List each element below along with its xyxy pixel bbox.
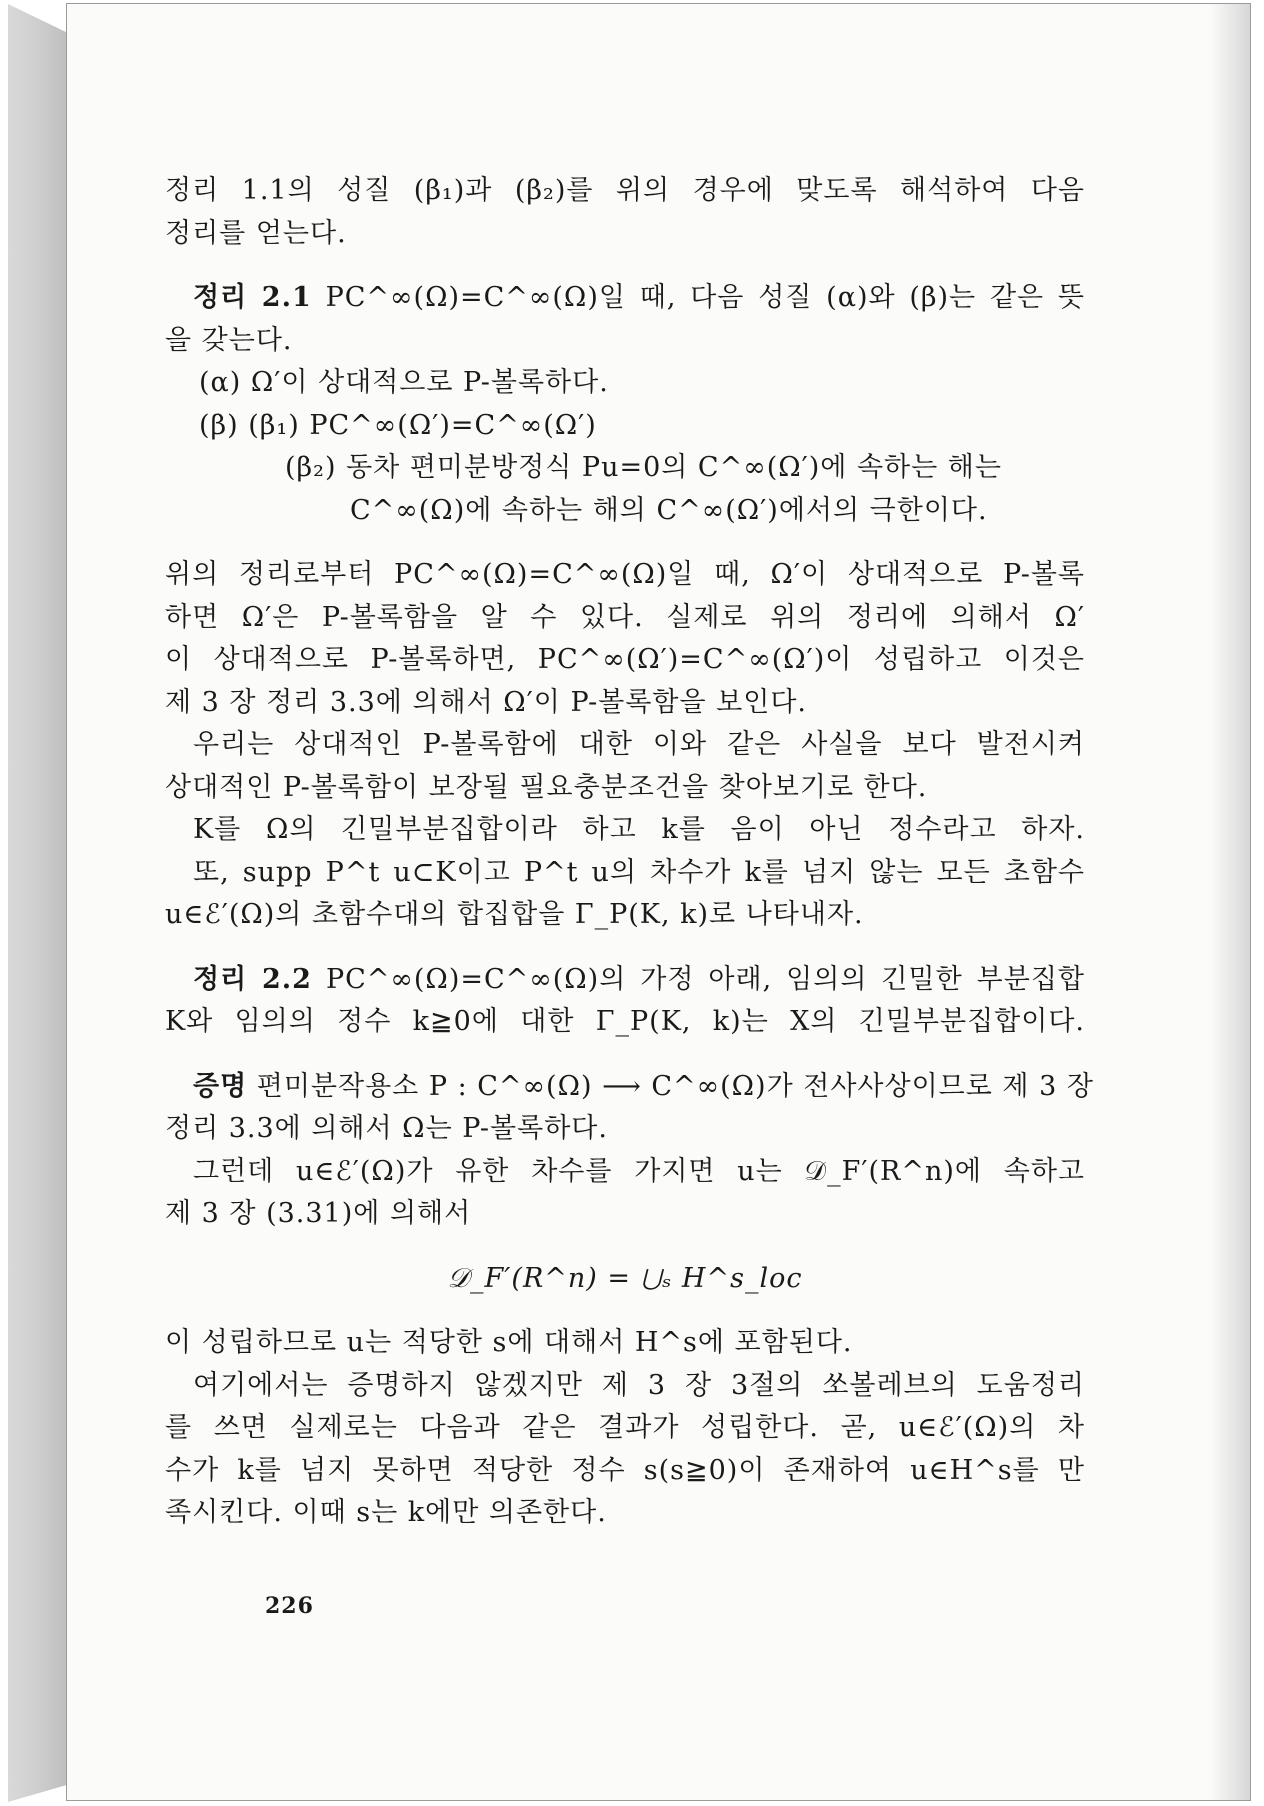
condition-beta-2: (β₂) 동차 편미분방정식 Pu=0의 C^∞(Ω′)에 속하는 해는 (285, 452, 1002, 483)
text-line: 그런데 u∈ℰ′(Ω)가 유한 차수를 가지면 u는 𝒟_F′(R^n)에 속하고 (193, 1155, 1085, 1187)
theorem-2-2-statement (165, 959, 1085, 1002)
proof-label: 증명 (193, 1070, 248, 1102)
text-line: 위의 정리로부터 PC^∞(Ω)=C^∞(Ω)일 때, Ω′이 상대적으로 P-볼록 (165, 559, 1085, 590)
text-line: PC^∞(Ω)=C^∞(Ω)의 가정 아래, 임의의 긴밀한 부분집합 (325, 963, 1085, 995)
text-line: 편미분작용소 P : C^∞(Ω) ⟶ C^∞(Ω)가 전사사상이므로 제 3 장 (256, 1070, 1094, 1102)
display-formula: 𝒟_F′(R^n) = ⋃ₛ H^s_loc (447, 1262, 803, 1294)
theorem-label: 정리 2.1 (193, 282, 312, 313)
condition-beta-1: (β) (β₁) PC^∞(Ω′)=C^∞(Ω′) (199, 409, 597, 441)
text-line: 족시킨다. 이때 s는 k에만 의존한다. (165, 1497, 607, 1528)
text-line: 우리는 상대적인 P-볼록함에 대한 이와 같은 사실을 보다 발전시켜 (193, 729, 1085, 760)
text-line: 를 쓰면 실제로는 다음과 같은 결과가 성립한다. 곧, u∈ℰ′(Ω)의 차 (165, 1412, 1085, 1443)
text-line: K를 Ω의 긴밀부분집합이라 하고 k를 음이 아닌 정수라고 하자. (193, 814, 1085, 845)
text-line: C^∞(Ω)에 속하는 해의 C^∞(Ω′)에서의 극한이다. (350, 494, 988, 526)
theorem-2-1-statement (165, 277, 1085, 320)
text-line: 정리 1.1의 성질 (β₁)과 (β₂)를 위의 경우에 맞도록 해석하여 다음 (165, 175, 1085, 206)
text-line: 정리 3.3에 의해서 Ω는 P-볼록하다. (165, 1113, 608, 1144)
text-line: 제 3 장 (3.31)에 의해서 (165, 1198, 472, 1229)
page-body (165, 170, 1094, 1535)
proof-statement (165, 1066, 1094, 1109)
text-line: 이 성립하므로 u는 적당한 s에 대해서 H^s에 포함된다. (165, 1327, 853, 1358)
page-number: 226 (265, 1593, 314, 1619)
condition-alpha: (α) Ω′이 상대적으로 P-볼록하다. (199, 367, 609, 398)
text-line: PC^∞(Ω)=C^∞(Ω)일 때, 다음 성질 (α)와 (β)는 같은 뜻 (325, 282, 1086, 313)
text-line: 수가 k를 넘지 못하면 적당한 정수 s(s≧0)이 존재하여 u∈H^s를 만 (165, 1454, 1085, 1486)
text-line: 또, supp P^t u⊂K이고 P^t u의 차수가 k를 넘지 않는 모든 초함수 (193, 856, 1085, 888)
text-line: 정리를 얻는다. (165, 217, 347, 249)
text-line: u∈ℰ′(Ω)의 초함수대의 합집합을 Γ_P(K, k)로 나타내자. (165, 899, 864, 930)
text-line: 여기에서는 증명하지 않겠지만 제 3 장 3절의 쏘볼레브의 도움정리 (193, 1369, 1085, 1401)
text-line: K와 임의의 정수 k≧0에 대한 Γ_P(K, k)는 X의 긴밀부분집합이다. (165, 1006, 1085, 1037)
text-line: 상대적인 P-볼록함이 보장될 필요충분조건을 찾아보기로 한다. (165, 771, 928, 803)
text-line: 이 상대적으로 P-볼록하면, PC^∞(Ω′)=C^∞(Ω′)이 성립하고 이것은 (165, 644, 1085, 675)
text-line: 하면 Ω′은 P-볼록함을 알 수 있다. 실제로 위의 정리에 의해서 Ω′ (165, 601, 1085, 633)
text-line: 을 갖는다. (165, 324, 293, 356)
theorem-label: 정리 2.2 (193, 963, 312, 995)
page-shadow (1210, 4, 1250, 1800)
book-spine (8, 4, 70, 1802)
text-line: 제 3 장 정리 3.3에 의해서 Ω′이 P-볼록함을 보인다. (165, 686, 808, 718)
